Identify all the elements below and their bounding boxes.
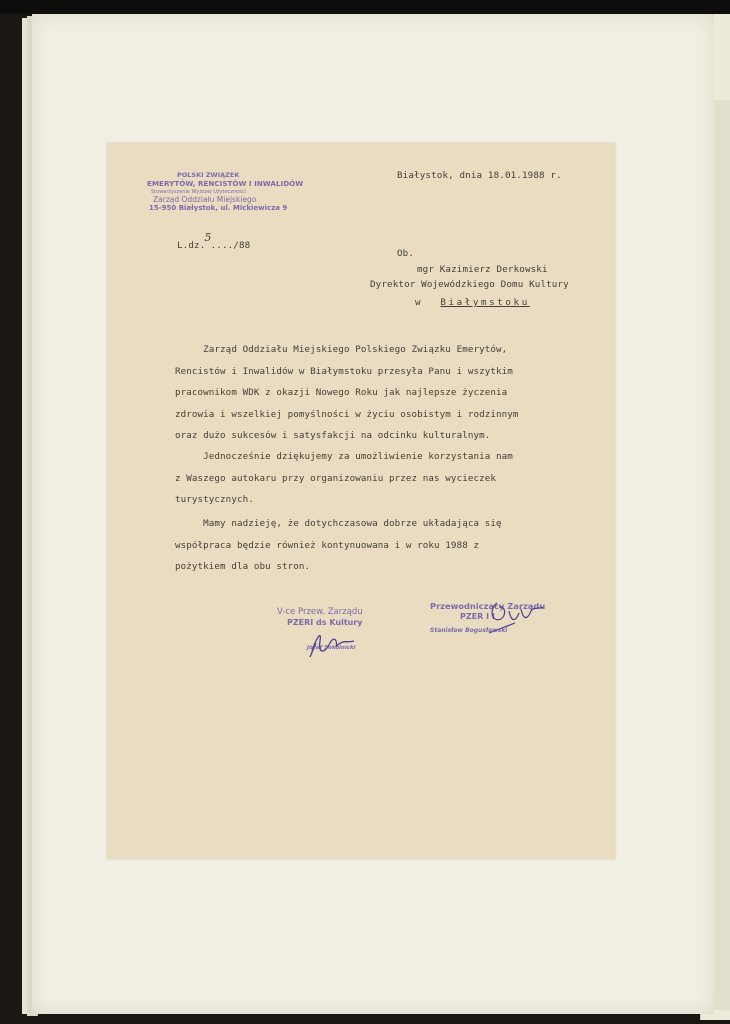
signature-left [277, 607, 407, 667]
body-paragraph: Mamy nadzieję, że dotychczasowa dobrze układająca się współpraca będzie również kontynuowana i w roku 1988 z pożytkiem dla obu stron. [175, 518, 502, 572]
signature-stamp-line: PZERI ds Kultury [287, 618, 363, 627]
ref-prefix: L.dz. [177, 240, 206, 251]
signature-right [430, 601, 570, 661]
place-date: Białystok, dnia 18.01.1988 r. [397, 170, 562, 181]
recipient-title: Dyrektor Wojewódzkiego Domu Kultury [370, 279, 569, 290]
stamp-line: 15-950 Białystok, ul. Mickiewicza 9 [149, 204, 288, 212]
stamp-line: EMERYTÓW, RENCISTÓW I INWALIDÓW [147, 179, 304, 188]
signature-stamp-line: PZER I I [460, 612, 495, 621]
recipient-city-prefix: w [415, 297, 421, 308]
stamp-line: POLSKI ZWIĄZEK [177, 171, 240, 179]
reference-number [177, 231, 251, 251]
scan-background [0, 0, 22, 1024]
ref-suffix: ..../88 [210, 240, 251, 251]
ref-handwritten: 5 [204, 231, 212, 244]
stamp-line: Stowarzyszenie Wyższej Użyteczności [151, 189, 246, 195]
handwritten-signature-icon [302, 621, 372, 659]
album-page [32, 14, 714, 1014]
stamp-line: Zarząd Oddziału Miejskiego [153, 195, 257, 204]
recipient-city-name: Białymstoku [440, 297, 530, 308]
recipient-city [415, 297, 530, 308]
signature-stamp-line: V-ce Przew. Zarządu [277, 607, 363, 617]
recipient-name: mgr Kazimierz Derkowski [417, 264, 548, 275]
album-next-page-inner [714, 100, 730, 1010]
signature-name: Stanisław Bogusławski [430, 627, 508, 634]
recipient-salutation: Ob. [397, 248, 415, 259]
letter-sheet [107, 143, 615, 859]
scan-top-edge [0, 0, 730, 14]
signature-stamp-line: Przewodniczący Zarządu [430, 601, 546, 611]
signature-name: Józef Sokolnicki [307, 645, 356, 651]
body-paragraph: Jednocześnie dziękujemy za umożliwienie korzystania nam z Waszego autokaru przy organizowaniu przez nas wycieczek turystycznych. [175, 451, 513, 505]
body-paragraph: Zarząd Oddziału Miejskiego Polskiego Związku Emerytów, Rencistów i Inwalidów w Białymstoku przesyła Panu i wszytkim pracownikom WDK z okazji Nowego Roku jak najlepsze życzenia zdrowia i wszelkiej pomyślności w życiu osobistym i rodzinnym oraz dużo sukcesów i satysfakcji na odcinku kulturalnym. [175, 344, 519, 441]
